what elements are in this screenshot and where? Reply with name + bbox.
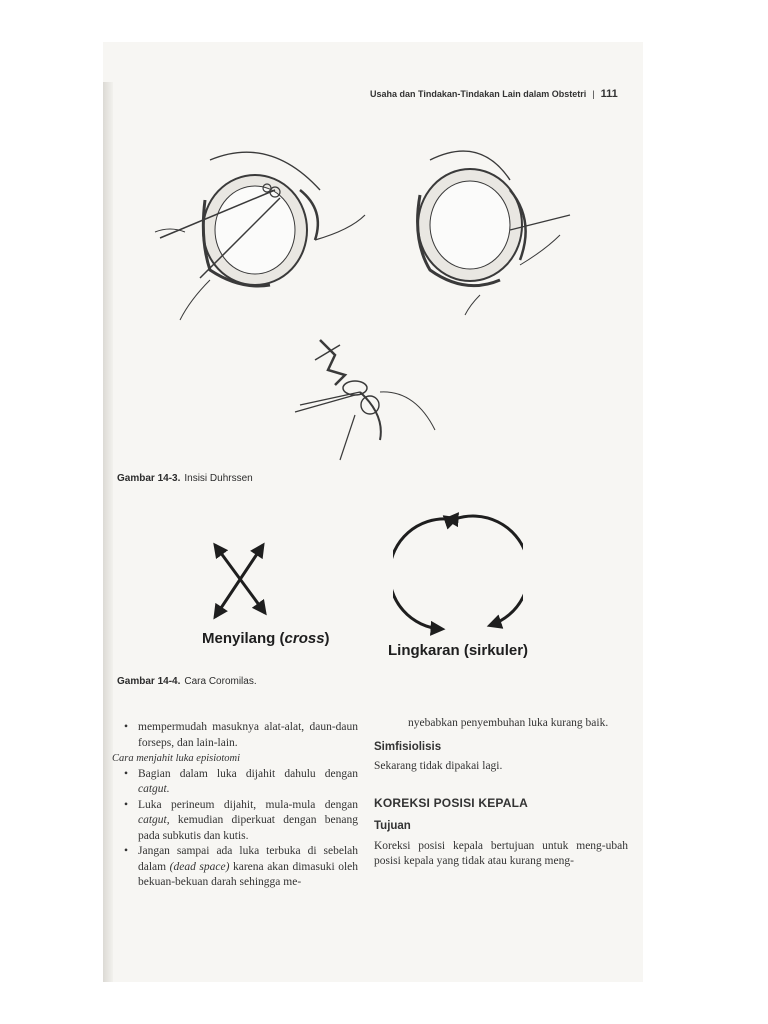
list-item: • mempermudah masuknya alat-alat, daun-daun forseps, dan lain-lain. [124, 720, 358, 751]
figure-14-3-label: Gambar 14-3. [117, 473, 181, 484]
cross-label-main: Menyilang ( [202, 630, 285, 647]
figure-14-4-title: Cara Coromilas. [184, 676, 257, 687]
page-binding-edge [103, 82, 113, 982]
illustration-left [155, 152, 365, 320]
cross-label [202, 630, 330, 647]
circular-arrow-right [455, 516, 523, 625]
cross-label-end: ) [324, 630, 330, 647]
circle-label: Lingkaran (sirkuler) [388, 642, 529, 659]
cross-label-emphasis: cross [284, 630, 325, 647]
list-item: • Bagian dalam luka dijahit dahulu dengan catgut. [124, 767, 358, 798]
left-text-column [112, 720, 358, 891]
tujuan-heading: Tujuan [374, 820, 411, 832]
page-number: 111 [600, 88, 618, 100]
figure-14-4-label: Gambar 14-4. [117, 676, 181, 687]
list-item: • Luka perineum dijahit, mula-mula dengan catgut, kemudian diperkuat dengan benang pada subkutis dan kutis. [124, 798, 358, 845]
chapter-title: Usaha dan Tindakan-Tindakan Lain dalam Obstetri [370, 89, 587, 99]
figure-14-3-title: Insisi Duhrssen [184, 473, 253, 484]
running-header [370, 88, 630, 100]
circular-arrows-diagram [393, 507, 523, 642]
illustration-bottom [295, 340, 435, 460]
continuation-text: nyebabkan penyembuhan luka kurang baik. [408, 717, 609, 729]
list-item: • Jangan sampai ada luka terbuka di sebelah dalam (dead space) karena akan dimasuki oleh bekuan-bekuan darah sehingga me- [124, 844, 358, 891]
illustration-right [418, 151, 570, 315]
right-text-column [374, 716, 628, 870]
header-separator: | [592, 89, 595, 99]
figure-14-4-caption [117, 676, 257, 687]
figure-duhrssen-illustration [150, 130, 590, 470]
simfisiolisis-text: Sekarang tidak dipakai lagi. [374, 760, 503, 772]
simfisiolisis-heading: Simfisiolisis [374, 740, 442, 753]
figure-14-3-caption [117, 473, 253, 484]
tujuan-text: Koreksi posisi kepala bertujuan untuk meng-ubah posisi kepala yang tidak atau kurang meng- [374, 839, 628, 867]
section-heading: KOREKSI POSISI KEPALA [374, 795, 529, 810]
cross-arrows-diagram [205, 535, 275, 625]
episiotomy-subheading: Cara menjahit luka episiotomi [112, 753, 241, 764]
circular-arrow-left [393, 519, 448, 629]
